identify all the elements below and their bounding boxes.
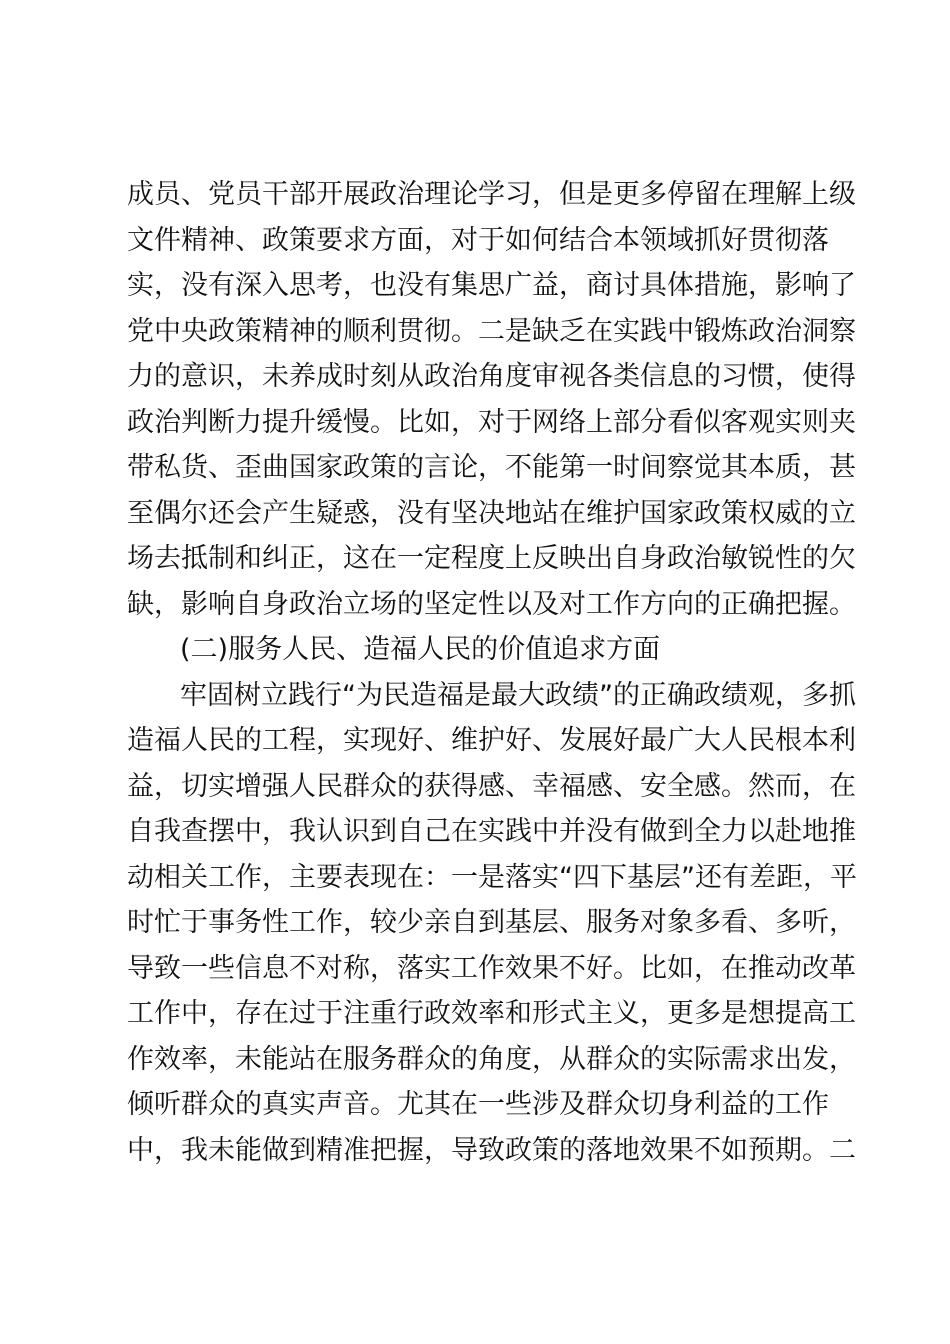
text-line: 倾听群众的真实声音。尤其在一些涉及群众切身利益的工作 bbox=[127, 1089, 829, 1120]
section-heading: (二)服务人民、造福人民的价值追求方面 bbox=[180, 634, 661, 665]
text-line: 至偶尔还会产生疑惑，没有坚决地站在维护国家政策权威的立 bbox=[127, 498, 856, 529]
text-line: 动相关工作，主要表现在：一是落实“四下基层”还有差距，平 bbox=[127, 862, 857, 893]
text-line: 导致一些信息不对称，落实工作效果不好。比如，在推动改革 bbox=[127, 953, 856, 984]
text-line: 时忙于事务性工作，较少亲自到基层、服务对象多看、多听， bbox=[127, 907, 856, 938]
text-line: 文件精神、政策要求方面，对于如何结合本领域抓好贯彻落 bbox=[127, 225, 829, 256]
text-line: 牢固树立践行“为民造福是最大政绩”的正确政绩观，多抓 bbox=[180, 680, 856, 711]
text-line: 造福人民的工程，实现好、维护好、发展好最广大人民根本利 bbox=[127, 725, 856, 756]
text-line: 力的意识，未养成时刻从政治角度审视各类信息的习惯，使得 bbox=[127, 361, 856, 392]
text-line: 政治判断力提升缓慢。比如，对于网络上部分看似客观实则夹 bbox=[127, 407, 856, 438]
text-line: 作效率，未能站在服务群众的角度，从群众的实际需求出发， bbox=[127, 1044, 856, 1075]
text-line: 带私货、歪曲国家政策的言论，不能第一时间察觉其本质，甚 bbox=[127, 452, 856, 483]
text-line: 自我查摆中，我认识到自己在实践中并没有做到全力以赴地推 bbox=[127, 816, 856, 847]
text-line: 实，没有深入思考，也没有集思广益，商讨具体措施，影响了 bbox=[127, 270, 856, 301]
text-line: 中，我未能做到精准把握，导致政策的落地效果不如预期。二 bbox=[127, 1135, 856, 1166]
text-line: 工作中，存在过于注重行政效率和形式主义，更多是想提高工 bbox=[127, 998, 856, 1029]
text-line: 益，切实增强人民群众的获得感、幸福感、安全感。然而，在 bbox=[127, 771, 856, 802]
text-line: 党中央政策精神的顺利贯彻。二是缺乏在实践中锻炼政治洞察 bbox=[127, 316, 856, 347]
text-line: 成员、党员干部开展政治理论学习，但是更多停留在理解上级 bbox=[127, 179, 856, 210]
text-line: 场去抵制和纠正，这在一定程度上反映出自身政治敏锐性的欠 bbox=[127, 543, 856, 574]
text-line: 缺，影响自身政治立场的坚定性以及对工作方向的正确把握。 bbox=[127, 589, 856, 620]
